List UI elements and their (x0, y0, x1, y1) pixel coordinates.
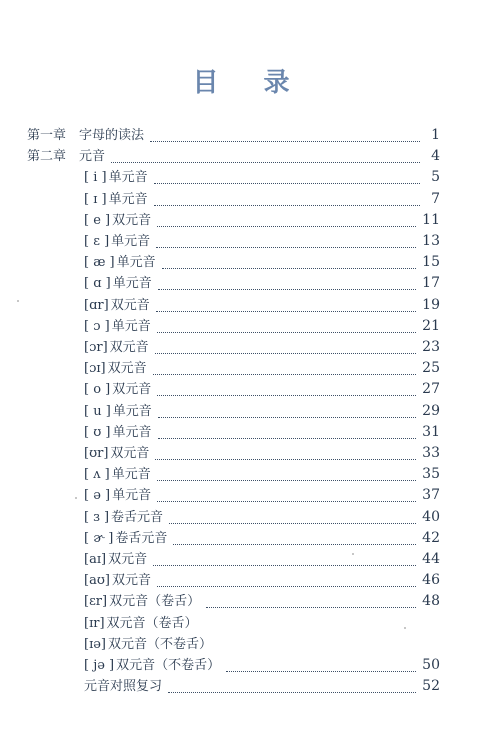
phonetic-symbol: [ ʌ ] (84, 467, 110, 483)
entry-title: 单元音 (112, 403, 152, 419)
page-number: 17 (422, 275, 440, 292)
dot-leader (156, 246, 416, 248)
phonetic-symbol: [ɪə] (84, 636, 106, 652)
phonetic-symbol: [ ɑ ] (84, 276, 111, 292)
entry-title: 单元音 (112, 424, 152, 440)
toc-entry (84, 210, 440, 231)
phonetic-symbol: [ o ] (84, 382, 111, 398)
dot-leader (157, 225, 416, 227)
dot-leader (111, 161, 420, 163)
dot-leader (153, 564, 416, 566)
toc-entry (84, 528, 440, 549)
toc-entry (84, 613, 440, 634)
page-title: 目 录 (192, 68, 308, 98)
dot-leader (155, 352, 417, 354)
entry-title: 双元音 (112, 212, 152, 228)
dot-leader (154, 204, 420, 206)
page-number: 44 (422, 551, 440, 567)
toc-entry (84, 189, 440, 210)
entry-title: 单元音 (111, 234, 151, 249)
toc-entry (84, 591, 440, 612)
toc-entry (84, 295, 440, 316)
chapter-number: 第二章 (27, 149, 67, 165)
page-number: 15 (422, 254, 440, 271)
print-speck (75, 497, 77, 499)
toc-entry (84, 443, 440, 464)
toc-entry (84, 485, 440, 506)
page-number: 29 (422, 402, 440, 419)
phonetic-symbol: [ ɔ ] (84, 318, 110, 334)
entry-title: 单元音 (111, 467, 151, 483)
entry-title: 双元音 (110, 446, 150, 461)
dot-leader (162, 267, 417, 269)
page-number: 23 (422, 339, 440, 355)
entry-title: 元音 (79, 149, 106, 165)
toc-entry (84, 655, 440, 676)
dot-leader (173, 543, 416, 545)
toc-entry (84, 273, 440, 294)
chapter-number: 第一章 (27, 128, 67, 143)
entry-title: 双元音 (111, 573, 151, 589)
phonetic-symbol: [ jə ] (84, 658, 115, 673)
dot-leader (226, 670, 416, 672)
entry-title: 单元音 (116, 255, 156, 271)
phonetic-symbol: [ ɜ ] (84, 509, 110, 525)
entry-title: 双元音 (109, 340, 149, 355)
page-number: 31 (422, 423, 440, 440)
dot-leader (206, 606, 416, 608)
toc-entry (84, 676, 440, 697)
toc-chapter-entry (27, 125, 440, 146)
toc-entry (84, 231, 440, 252)
phonetic-symbol: [ ɪ ] (84, 191, 107, 207)
print-speck (404, 627, 406, 629)
dot-leader (158, 437, 417, 439)
page-number: 37 (422, 487, 440, 504)
dot-leader (157, 500, 416, 502)
entry-title: 双元音 (108, 552, 148, 567)
toc-entry (84, 167, 440, 188)
toc-entry (84, 358, 440, 379)
dot-leader (157, 331, 416, 333)
toc-entry (84, 337, 440, 358)
entry-title: 卷舌元音 (111, 509, 164, 525)
page-number: 50 (422, 657, 440, 673)
phonetic-symbol: [ɑr] (84, 297, 109, 313)
phonetic-symbol: [ e ] (84, 212, 111, 228)
dot-leader (155, 458, 416, 460)
toc-entry (84, 422, 440, 443)
entry-title: 单元音 (112, 276, 152, 292)
page-number: 13 (422, 233, 440, 249)
page-number: 4 (431, 148, 440, 165)
entry-title: 单元音 (112, 488, 152, 504)
entry-title: 双元音（不卷舌） (108, 636, 213, 652)
page-number: 27 (422, 381, 440, 398)
dot-leader (154, 182, 420, 184)
toc-entry (84, 549, 440, 570)
phonetic-symbol: [ɔr] (84, 340, 108, 355)
dot-leader (169, 522, 416, 524)
phonetic-symbol: [ i ] (84, 170, 107, 186)
toc-entry (84, 570, 440, 591)
phonetic-symbol: [ ɛ ] (84, 234, 110, 249)
entry-title: 双元音（卷舌） (106, 615, 198, 631)
entry-title: 卷舌元音 (115, 530, 168, 546)
dot-leader (158, 288, 416, 290)
dot-leader (156, 310, 416, 312)
dot-leader (157, 585, 416, 587)
dot-leader (168, 691, 416, 693)
dot-leader (153, 373, 417, 375)
phonetic-symbol: [ʊr] (84, 446, 109, 461)
phonetic-symbol: [ ʊ ] (84, 424, 111, 440)
toc-entry (84, 401, 440, 422)
page-number: 52 (422, 678, 440, 695)
entry-title: 双元音 (110, 297, 150, 313)
dot-leader (158, 416, 416, 418)
page-number: 7 (431, 190, 440, 207)
toc-entry (84, 634, 440, 655)
phonetic-symbol: [ɛr] (84, 594, 108, 610)
page-number: 40 (422, 508, 440, 525)
entry-title: 单元音 (108, 170, 148, 186)
dot-leader (157, 479, 416, 481)
toc-entry (84, 379, 440, 400)
toc-chapter-entry (27, 146, 440, 167)
print-speck (17, 300, 19, 302)
page-number: 35 (422, 466, 440, 483)
page-number: 48 (422, 593, 440, 610)
page-number: 1 (431, 127, 440, 143)
phonetic-symbol: [ ə ] (84, 488, 111, 504)
entry-title: 元音对照复习 (84, 679, 163, 695)
page-number: 19 (422, 296, 440, 313)
page-number: 42 (422, 529, 440, 546)
phonetic-symbol: [ɔɪ] (84, 361, 106, 377)
phonetic-symbol: [aɪ] (84, 552, 107, 567)
page-number: 25 (422, 360, 440, 377)
toc-entry (84, 252, 440, 273)
print-speck (352, 553, 354, 555)
entry-title: 字母的读法 (79, 128, 145, 143)
phonetic-symbol: [ æ ] (84, 255, 115, 271)
dot-leader (150, 140, 420, 142)
page-number: 33 (422, 445, 440, 461)
phonetic-symbol: [ u ] (84, 403, 111, 419)
phonetic-symbol: [aʊ] (84, 573, 110, 589)
phonetic-symbol: [ ɚ ] (84, 530, 114, 546)
phonetic-symbol: [ɪr] (84, 615, 105, 631)
entry-title: 双元音（不卷舌） (116, 658, 221, 673)
entry-title: 双元音 (107, 361, 147, 377)
entry-title: 双元音（卷舌） (109, 594, 201, 610)
toc-entry (84, 507, 440, 528)
page-number: 21 (422, 317, 440, 334)
entry-title: 单元音 (111, 318, 151, 334)
page-number: 5 (431, 169, 440, 186)
page-number: 46 (422, 572, 440, 589)
entry-title: 单元音 (108, 191, 148, 207)
page-number: 11 (422, 211, 440, 228)
toc-entry (84, 316, 440, 337)
entry-title: 双元音 (112, 382, 152, 398)
dot-leader (157, 394, 416, 396)
toc-entry (84, 464, 440, 485)
